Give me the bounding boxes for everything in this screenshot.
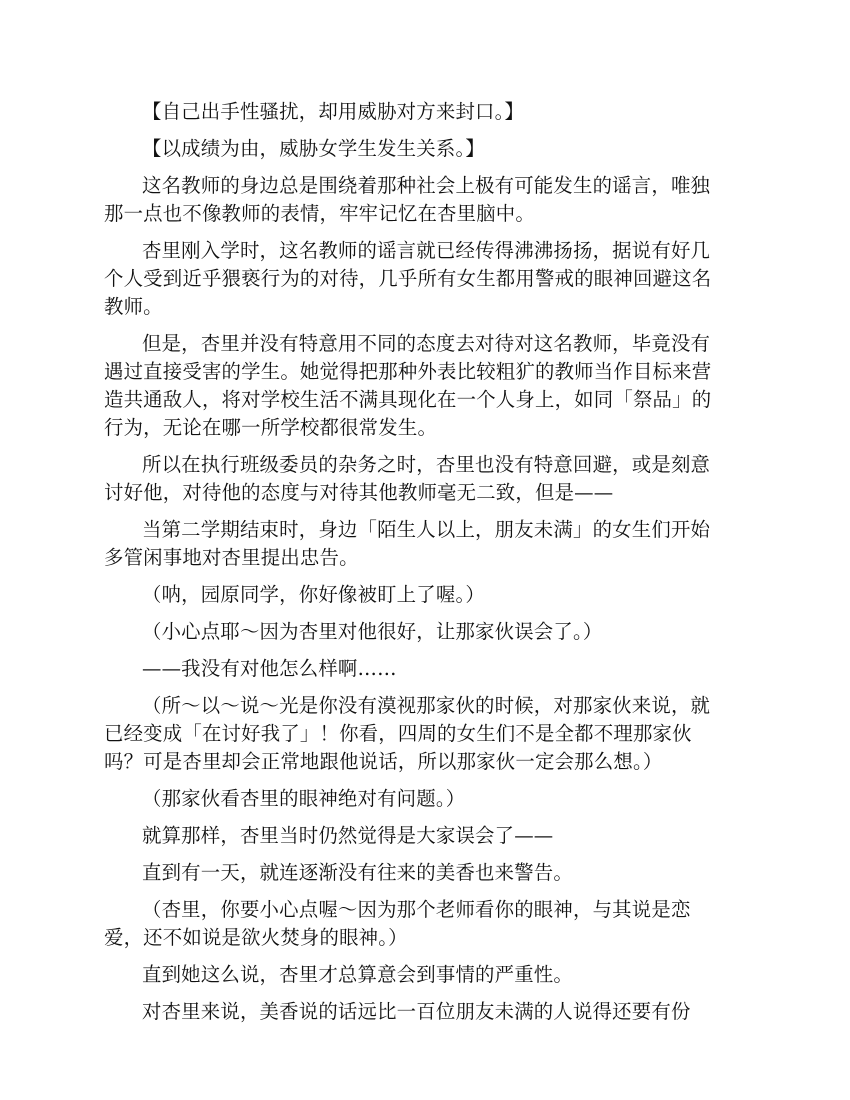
paragraph — [142, 655, 745, 683]
text-line: 教师。 — [104, 295, 163, 318]
text-line: 吗？可是杏里却会正常地跟他说话，所以那家伙一定会那么想。） — [104, 750, 663, 773]
paragraph — [142, 581, 745, 609]
text-line: 遇过直接受害的学生。她觉得把那种外表比较粗犷的教师当作目标来营 — [104, 360, 712, 383]
text-line: 杏里刚入学时，这名教师的谣言就已经传得沸沸扬扬，据说有好几 — [142, 239, 711, 262]
text-line: 个人受到近乎猥亵行为的对待，几乎所有女生都用警戒的眼神回避这名 — [104, 267, 712, 290]
text-line: 当第二学期结束时，身边「陌生人以上，朋友未满」的女生们开始 — [142, 518, 711, 541]
text-line: 这名教师的身边总是围绕着那种社会上极有可能发生的谣言，唯独 — [142, 174, 711, 197]
text-body — [104, 98, 745, 1026]
paragraph — [104, 451, 745, 507]
paragraph — [142, 618, 745, 646]
text-line: 已经变成「在讨好我了」！你看，四周的女生们不是全都不理那家伙 — [104, 722, 692, 745]
text-line: 所以在执行班级委员的杂务之时，杏里也没有特意回避，或是刻意 — [142, 453, 711, 476]
text-line: 爱，还不如说是欲火焚身的眼神。） — [104, 926, 408, 949]
paragraph — [104, 692, 745, 776]
text-line: 【以成绩为由，威胁女学生发生关系。】 — [142, 137, 485, 160]
paragraph — [104, 172, 745, 228]
paragraph — [142, 822, 745, 850]
text-line: ——我没有对他怎么样啊…… — [142, 657, 397, 680]
paragraph — [142, 961, 745, 989]
paragraph — [142, 998, 745, 1026]
text-line: 直到她这么说，杏里才总算意会到事情的严重性。 — [142, 963, 573, 986]
text-line: 直到有一天，就连逐渐没有往来的美香也来警告。 — [142, 861, 573, 884]
paragraph — [104, 330, 745, 442]
text-line: 造共通敌人，将对学校生活不满具现化在一个人身上，如同「祭品」的 — [104, 388, 712, 411]
text-line: 但是，杏里并没有特意用不同的态度去对待对这名教师，毕竟没有 — [142, 332, 711, 355]
paragraph — [142, 859, 745, 887]
text-line: （小心点耶～因为杏里对他很好，让那家伙误会了。） — [142, 620, 603, 643]
text-line: 对杏里来说，美香说的话远比一百位朋友未满的人说得还要有份 — [142, 1000, 691, 1023]
paragraph — [142, 98, 745, 126]
text-line: （那家伙看杏里的眼神绝对有问题。） — [142, 787, 466, 810]
text-line: （呐，园原同学，你好像被盯上了喔。） — [142, 583, 485, 606]
text-line: 那一点也不像教师的表情，牢牢记忆在杏里脑中。 — [104, 202, 535, 225]
text-line: 就算那样，杏里当时仍然觉得是大家误会了—— — [142, 824, 554, 847]
text-line: （所～以～说～光是你没有漠视那家伙的时候，对那家伙来说，就 — [142, 694, 711, 717]
text-line: 多管闲事地对杏里提出忠告。 — [104, 546, 359, 569]
paragraph — [104, 237, 745, 321]
text-line: （杏里，你要小心点喔～因为那个老师看你的眼神，与其说是恋 — [142, 898, 691, 921]
paragraph — [142, 135, 745, 163]
text-line: 行为，无论在哪一所学校都很常发生。 — [104, 416, 438, 439]
text-line: 【自己出手性骚扰，却用威胁对方来封口。】 — [142, 100, 525, 123]
paragraph — [104, 896, 745, 952]
paragraph — [104, 516, 745, 572]
paragraph — [142, 785, 745, 813]
text-line: 讨好他，对待他的态度与对待其他教师毫无二致，但是—— — [104, 481, 614, 504]
